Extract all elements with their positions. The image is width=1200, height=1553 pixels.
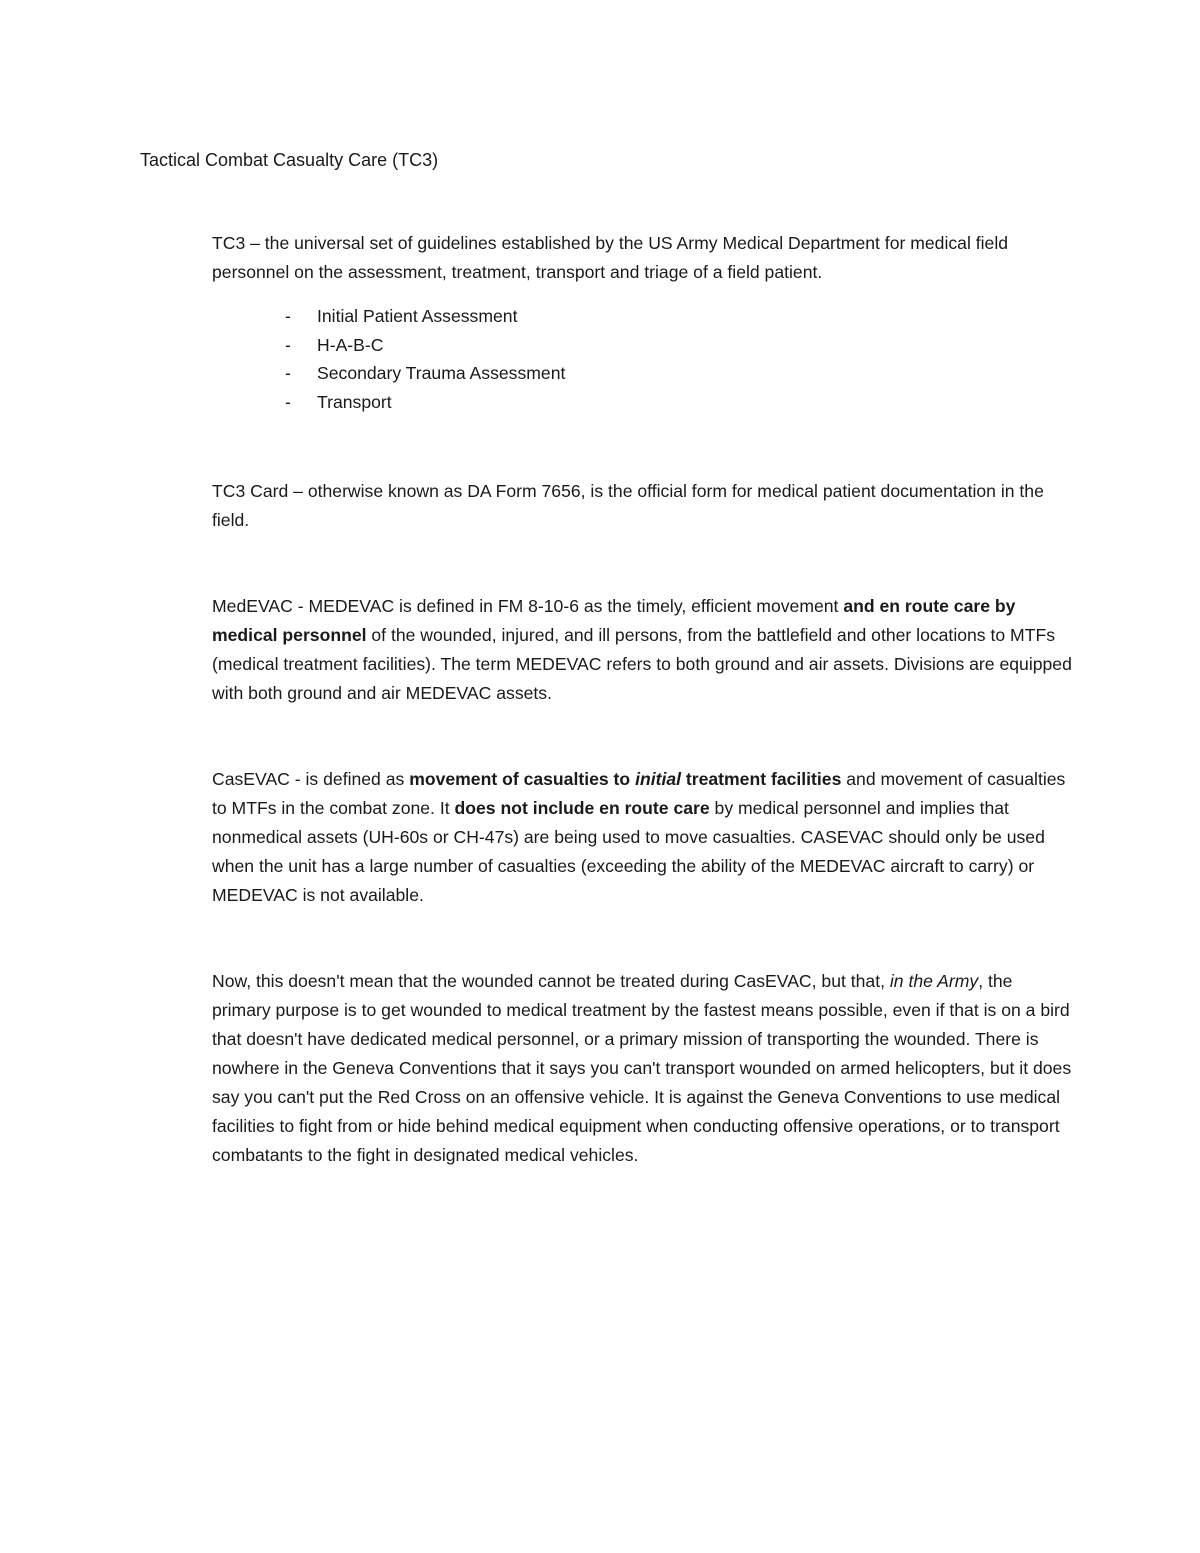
medevac-paragraph bbox=[212, 592, 1072, 708]
geneva-text: , the primary purpose is to get wounded to medical treatment by the fastest means possible, even if that is on a bird that doesn't have dedicated medical personnel, or a primary mission of transporting the wounded. There is nowhere in the Geneva Conventions that it says you can't transport wounded on armed helicopters, but it does say you can't put the Red Cross on an offensive vehicle. It is against the Geneva Conventions to use medical facilities to fight from or hide behind medical equipment when conducting offensive operations, or to transport combatants to the fight in designated medical vehicles. bbox=[212, 971, 1072, 1165]
casevac-bold-text: does not include en route care bbox=[454, 798, 710, 818]
geneva-paragraph bbox=[212, 967, 1072, 1170]
list-item bbox=[285, 302, 565, 331]
casevac-text: CasEVAC - is defined as bbox=[212, 769, 410, 789]
casevac-text: and movement of casualties to MTFs in the combat zone. It bbox=[212, 769, 1066, 818]
casevac-paragraph bbox=[212, 765, 1072, 910]
casevac-bold-text: movement of casualties to bbox=[409, 769, 636, 789]
bullet-marker: - bbox=[285, 391, 291, 412]
tc3-card-paragraph: TC3 Card – otherwise known as DA Form 7656, is the official form for medical patient documentation in the field. bbox=[212, 481, 1044, 530]
list-item-label: Initial Patient Assessment bbox=[317, 306, 518, 326]
list-item-label: Secondary Trauma Assessment bbox=[317, 363, 566, 383]
geneva-text: Now, this doesn't mean that the wounded cannot be treated during CasEVAC, but that, bbox=[212, 971, 890, 991]
bullet-marker: - bbox=[285, 334, 291, 355]
medevac-text: MedEVAC - MEDEVAC is defined in FM 8-10-6 as the timely, efficient movement bbox=[212, 596, 844, 616]
casevac-bold-italic-text: initial bbox=[635, 769, 682, 789]
casevac-bold-text: treatment facilities bbox=[681, 769, 842, 789]
tc3-definition-paragraph: TC3 – the universal set of guidelines established by the US Army Medical Department for medical field personnel on the assessment, treatment, transport and triage of a field patient. bbox=[212, 233, 1009, 282]
bullet-marker: - bbox=[285, 306, 291, 326]
tc3-steps-list bbox=[285, 302, 565, 416]
bullet-marker: - bbox=[285, 363, 291, 383]
medevac-bold-text: and en route care by medical personnel bbox=[212, 596, 1016, 645]
list-item bbox=[285, 359, 565, 388]
casevac-text: by medical personnel and implies that nonmedical assets (UH-60s or CH-47s) are being used to move casualties. CASEVAC should only be used when the unit has a large number of casualties (exceeding the ability of the MEDEVAC aircraft to carry) or MEDEVAC is not available. bbox=[212, 798, 1045, 905]
geneva-italic-text: in the Army bbox=[889, 971, 979, 991]
list-item-label: Transport bbox=[317, 391, 392, 412]
medevac-text: of the wounded, injured, and ill persons, from the battlefield and other locations to MTFs (medical treatment facilities). The term MEDEVAC refers to both ground and air assets. Divisions are equipped with both ground and air MEDEVAC assets. bbox=[212, 625, 1072, 703]
list-item bbox=[285, 388, 565, 417]
document-title: Tactical Combat Casualty Care (TC3) bbox=[140, 150, 439, 170]
list-item-label: H-A-B-C bbox=[317, 334, 384, 355]
list-item bbox=[285, 331, 565, 360]
